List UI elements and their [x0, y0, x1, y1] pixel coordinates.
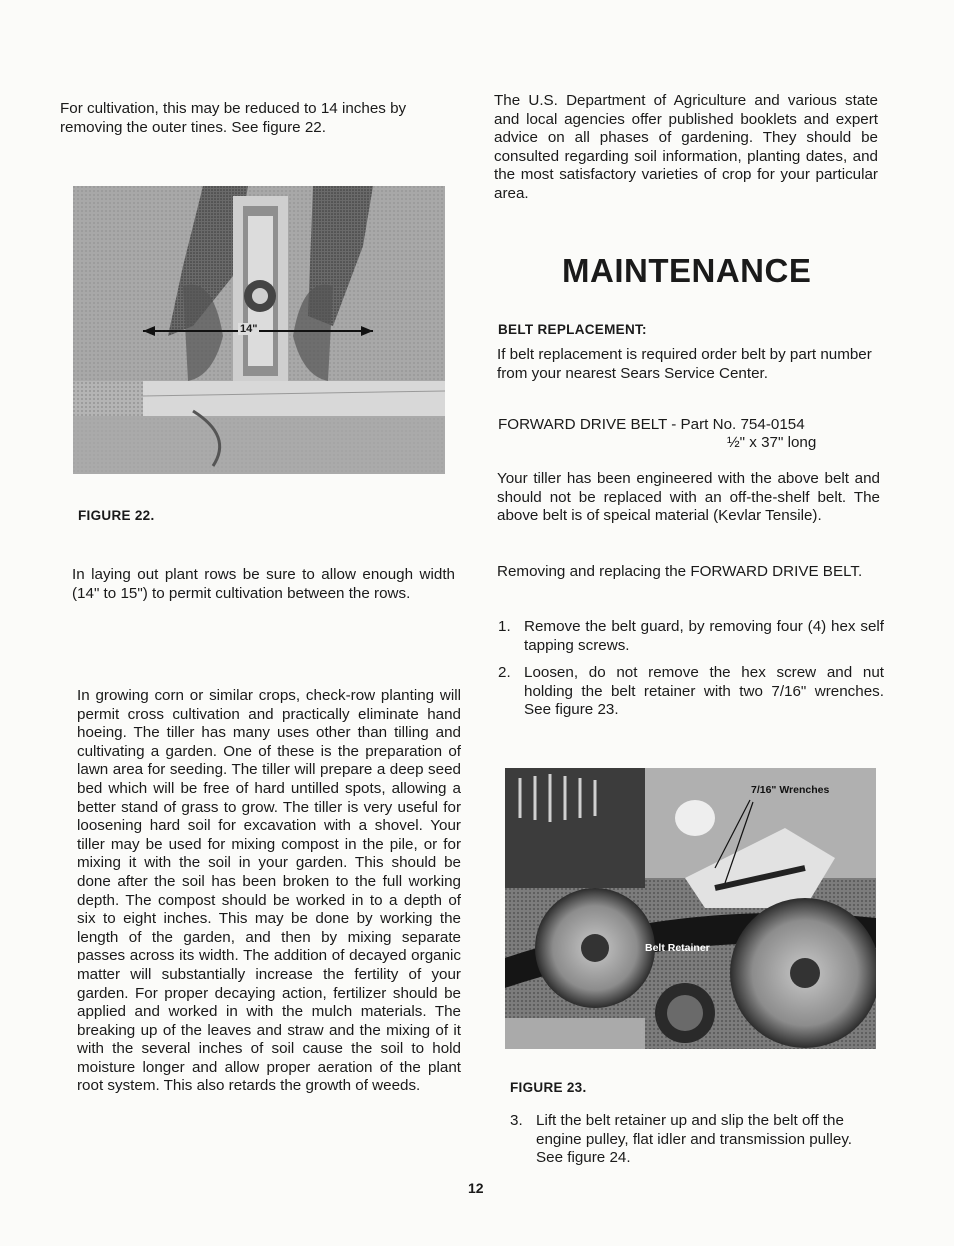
steps-list	[498, 618, 884, 720]
intro-paragraph: For cultivation, this may be reduced to 14 inches by removing the outer tines. See figure 22.	[60, 100, 407, 136]
step-item	[498, 618, 884, 655]
removing-paragraph: Removing and replacing the FORWARD DRIVE BELT.	[497, 563, 863, 580]
figure-23-wrenches-label: 7/16" Wrenches	[751, 784, 830, 796]
figure-23-retainer-label: Belt Retainer	[645, 942, 710, 954]
figure-23-caption: FIGURE 23.	[510, 1080, 587, 1095]
subsection-title: BELT REPLACEMENT:	[498, 322, 647, 337]
step-3-list	[510, 1112, 882, 1168]
figure-22-caption: FIGURE 22.	[78, 508, 155, 523]
engineered-paragraph: Your tiller has been engineered with the above belt and should not be replaced with an off-the-shelf belt. The above belt is of speical material (Kevlar Tensile).	[497, 470, 880, 525]
step-text: Lift the belt retainer up and slip the belt off the engine pulley, flat idler and transmission pulley. See figure 24.	[536, 1112, 853, 1167]
section-title: MAINTENANCE	[562, 252, 812, 289]
usda-paragraph: The U.S. Department of Agriculture and various state and local agencies offer published booklets and expert advice on all phases of gardening. They should be consulted regarding soil information, planting dates, and the most satisfactory varieties of crop for your particular area.	[494, 92, 878, 202]
step-number: 3.	[510, 1112, 523, 1129]
belt-spec-line-1: FORWARD DRIVE BELT - Part No. 754-0154	[498, 416, 805, 433]
step-item	[498, 664, 884, 720]
step-number: 2.	[498, 664, 511, 682]
figure-22-measure-label: 14"	[240, 323, 258, 335]
step-number: 1.	[498, 618, 511, 635]
figure-22-photo	[73, 186, 445, 474]
figure-23-photo	[505, 768, 876, 1049]
belt-pulley-photo	[505, 768, 876, 1049]
step-text: Loosen, do not remove the hex screw and nut holding the belt retainer with two 7/16" wrenches. See figure 23.	[524, 664, 884, 719]
belt-intro-paragraph: If belt replacement is required order belt by part number from your nearest Sears Service Center.	[497, 346, 872, 382]
belt-spec-line-2: ½" x 37" long	[727, 434, 817, 451]
rows-paragraph: In laying out plant rows be sure to allow enough width (14" to 15") to permit cultivation between the rows.	[72, 566, 455, 602]
step-text: Remove the belt guard, by removing four (4) hex self tapping screws.	[524, 618, 884, 654]
long-paragraph: In growing corn or similar crops, check-row planting will permit cross cultivation and practically eliminate hand hoeing. The tiller has many uses other than tilling and cultivating a garden. One of these is the preparation of lawn area for seeding. The tiller will prepare a deep seed bed which will be free of hard untilled spots, allowing a better stand of grass to grow. The tiller is very useful for loosening hard soil for excavation with a shovel. Your tiller may be used for mixing compost in the pile, or for mixing it with the soil in your garden. This should be done after the soil has been broken to the full working depth. The compost should be worked in to a depth of six to eight inches. This may be done by working the length of the garden, and then by mixing separate passes across its width. The addition of decayed organic matter will substantially increase the fertility of your garden. For proper decaying action, fertilizer should be applied and worked in with the mulch materials. The breaking up of the leaves and straw and the mixing of it with the several inches of soil cause the soil to hold moisture longer and allow proper aeration of the plant root system. This also retards the growth of weeds.	[77, 687, 461, 1095]
step-item	[510, 1112, 882, 1168]
page-number: 12	[468, 1180, 484, 1196]
